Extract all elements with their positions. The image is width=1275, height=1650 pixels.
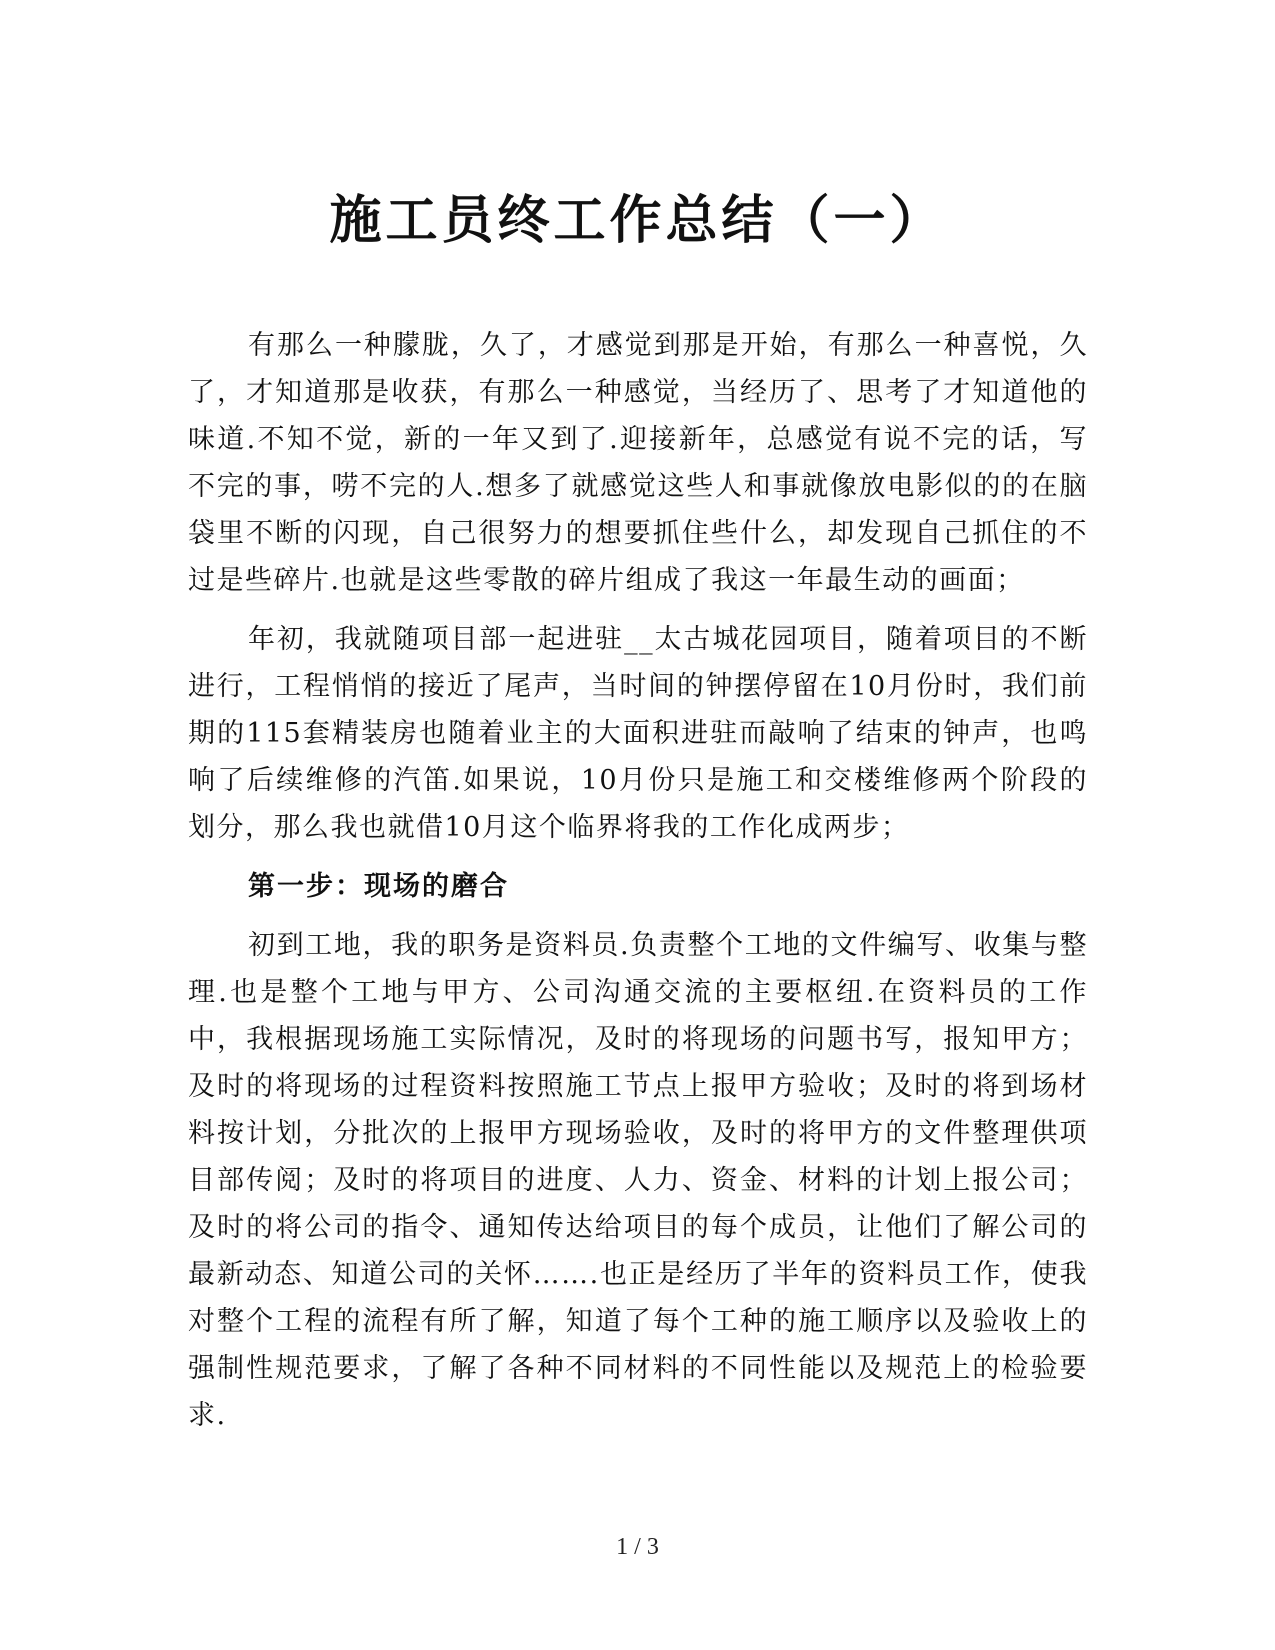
paragraph-intro: 有那么一种朦胧，久了，才感觉到那是开始，有那么一种喜悦，久了，才知道那是收获，有那么一种感觉，当经历了、思考了才知道他的味道.不知不觉，新的一年又到了.迎接新年，总感觉有说不完的话，写不完的事，唠不完的人.想多了就感觉这些人和事就像放电影似的的在脑袋里不断的闪现，自己很努力的想要抓住些什么，却发现自己抓住的不过是些碎片.也就是这些零散的碎片组成了我这一年最生动的画面； — [188, 330, 1088, 596]
document-body — [188, 322, 1088, 1451]
page-number: 1 / 3 — [616, 1534, 659, 1560]
document-title: 施工员终工作总结（一） — [329, 189, 946, 251]
section-heading: 第一步：现场的磨合 — [248, 871, 509, 902]
paragraph-step-one: 初到工地，我的职务是资料员.负责整个工地的文件编写、收集与整理.也是整个工地与甲方、公司沟通交流的主要枢纽.在资料员的工作中，我根据现场施工实际情况，及时的将现场的问题书写，报知甲方；及时的将现场的过程资料按照施工节点上报甲方验收；及时的将到场材料按计划，分批次的上报甲方现场验收，及时的将甲方的文件整理供项目部传阅；及时的将项目的进度、人力、资金、材料的计划上报公司；及时的将公司的指令、通知传达给项目的每个成员，让他们了解公司的最新动态、知道公司的关怀…….也正是经历了半年的资料员工作，使我对整个工程的流程有所了解，知道了每个工种的施工顺序以及验收上的强制性规范要求，了解了各种不同材料的不同性能以及规范上的检验要求. — [188, 930, 1088, 1431]
paragraph-project: 年初，我就随项目部一起进驻__太古城花园项目，随着项目的不断进行，工程悄悄的接近了尾声，当时间的钟摆停留在10月份时，我们前期的115套精装房也随着业主的大面积进驻而敲响了结束的钟声，也鸣响了后续维修的汽笛.如果说，10月份只是施工和交楼维修两个阶段的划分，那么我也就借10月这个临界将我的工作化成两步； — [188, 624, 1088, 843]
